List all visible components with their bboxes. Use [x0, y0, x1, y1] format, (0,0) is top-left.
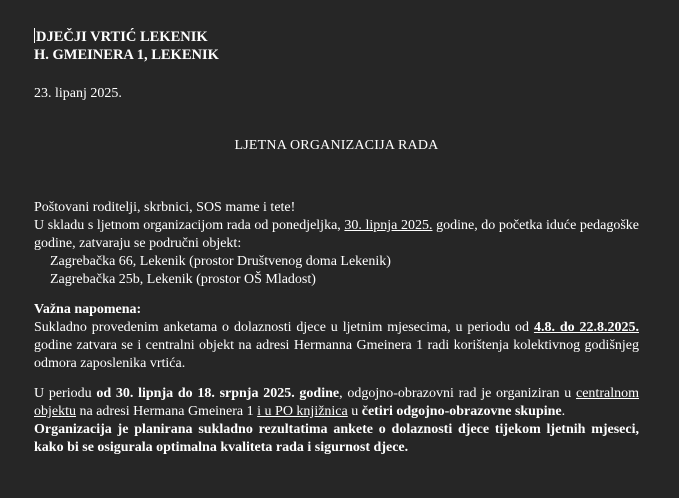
- note-paragraph: Sukladno provedenim anketama o dolaznosti djece u ljetnim mjesecima, u periodu od 4.8. do 22.8.2025. godine zatvara se i centralni objekt na adresi Hermanna Gmeinera 1 radi korištenja kolektivnog godišnjeg odmora zaposlenika vrtića.: [34, 320, 640, 371]
- letter-body: [34, 199, 639, 457]
- group-count: četiri odgojno-obrazovne skupine: [361, 404, 562, 419]
- library-unit: i u PO knjižnica: [257, 404, 348, 419]
- closure-date: 30. lipnja 2025.: [344, 218, 433, 233]
- closing-paragraph: Organizacija je planirana sukladno rezultatima ankete o dolaznosti djece tijekom ljetnih mjeseci, kako bi se osigurala optimalna kvaliteta rada i sigurnost djece.: [34, 422, 639, 455]
- paragraph-closure: U skladu s ljetnom organizacijom rada od ponedjeljka, 30. lipnja 2025. godine, do početka iduće pedagoške godine, zatvaraju se područni objekt:: [34, 218, 640, 251]
- summer-organization-paragraph: U periodu od 30. lipnja do 18. srpnja 2025. godine, odgojno-obrazovni rad je organiziran u centralnom objektu na adresi Hermana Gmeinera 1 i u PO knjižnica u četiri odgojno-obrazovne skupine.: [34, 386, 639, 419]
- closure-period: 4.8. do 22.8.2025.: [533, 320, 640, 335]
- central-building: centralnom objektu: [34, 386, 639, 419]
- location-item: Zagrebačka 25b, Lekenik (prostor OŠ Mladost): [50, 272, 316, 287]
- document-date: 23. lipanj 2025.: [34, 86, 122, 101]
- text-cursor: [34, 28, 35, 43]
- kindergarten-name: DJEČJI VRTIĆ LEKENIK: [36, 29, 208, 45]
- document-title: LJETNA ORGANIZACIJA RADA: [234, 138, 439, 153]
- greeting: Poštovani roditelji, skrbnici, SOS mame i tete!: [34, 200, 296, 215]
- kindergarten-address: H. GMEINERA 1, LEKENIK: [34, 47, 219, 63]
- summer-period: od 30. lipnja do 18. srpnja 2025. godine: [96, 386, 340, 401]
- note-heading: Važna napomena:: [34, 302, 142, 317]
- letterhead: [34, 28, 639, 64]
- location-item: Zagrebačka 66, Lekenik (prostor Društvenog doma Lekenik): [50, 254, 391, 269]
